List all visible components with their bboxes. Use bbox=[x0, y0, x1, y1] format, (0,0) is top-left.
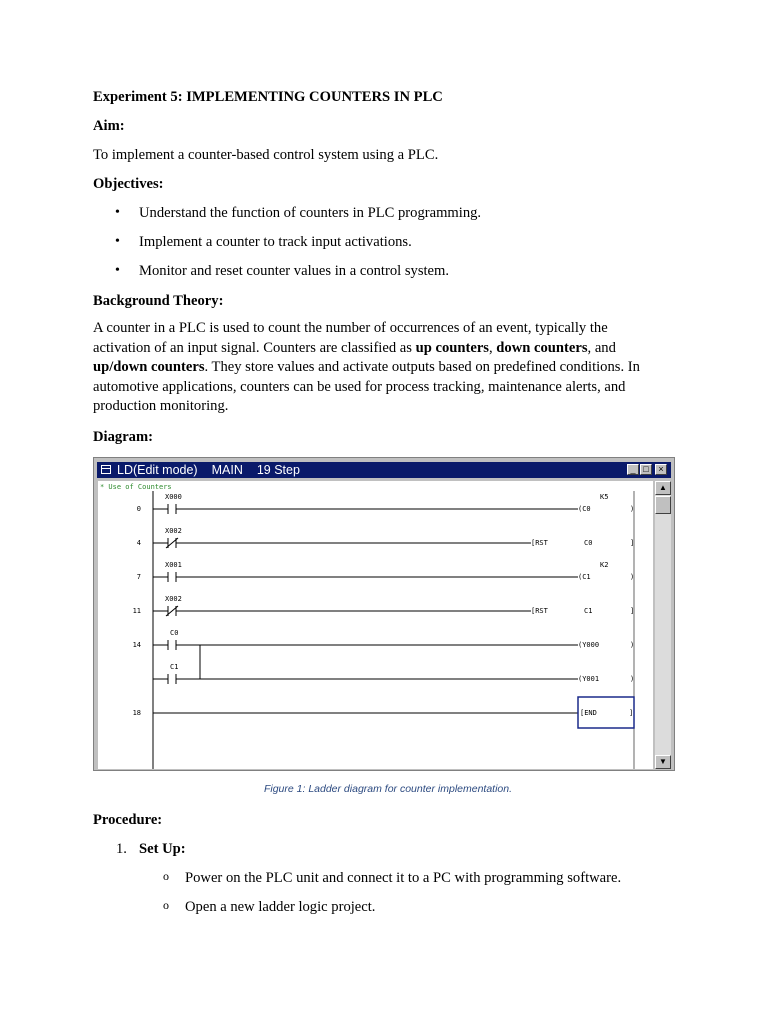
contact-label: X001 bbox=[165, 561, 182, 569]
objective-item: Monitor and reset counter values in a control system. bbox=[139, 263, 450, 279]
diagram-heading: Diagram: bbox=[93, 429, 153, 445]
term-down-counters: down counters bbox=[496, 339, 588, 356]
instruction-label: [RST bbox=[531, 539, 548, 547]
instruction-label: [RST bbox=[531, 607, 548, 615]
procedure-substep: Power on the PLC unit and connect it to a PC with programming software. bbox=[185, 870, 622, 886]
coil-end: ) bbox=[630, 641, 635, 649]
coil-label: (C1 bbox=[578, 573, 591, 581]
background-heading: Background Theory: bbox=[93, 293, 224, 309]
step-number: 11 bbox=[132, 607, 141, 615]
procedure-number: 1. bbox=[116, 841, 127, 857]
coil-label: (Y000 bbox=[578, 641, 600, 649]
objective-item: Understand the function of counters in PLC programming. bbox=[139, 205, 482, 221]
close-icon[interactable]: × bbox=[655, 464, 667, 475]
end-instruction: [END bbox=[580, 709, 597, 717]
bullet-icon: • bbox=[115, 263, 120, 278]
minimize-icon[interactable]: _ bbox=[627, 464, 639, 475]
figure-caption: Figure 1: Ladder diagram for counter implementation. bbox=[263, 783, 513, 795]
step-number: 18 bbox=[132, 709, 141, 717]
vertical-scrollbar[interactable] bbox=[655, 481, 671, 769]
background-line: A counter in a PLC is used to count the number of occurrences of an event, typically the bbox=[93, 320, 608, 336]
contact-label: C0 bbox=[170, 629, 179, 637]
procedure-substep: Open a new ladder logic project. bbox=[185, 899, 376, 915]
contact-label: X002 bbox=[165, 527, 182, 535]
background-line: production monitoring. bbox=[93, 398, 229, 415]
background-line: up/down counters. They store values and activate outputs based on predefined conditions. In bbox=[93, 359, 640, 376]
step-number: 4 bbox=[136, 539, 141, 547]
procedure-step-title: Set Up: bbox=[139, 841, 186, 857]
step-number: 0 bbox=[136, 505, 141, 513]
contact-label: X002 bbox=[165, 595, 182, 603]
ladder-comment: * Use of Counters bbox=[100, 483, 172, 491]
operand-label: C0 bbox=[584, 539, 593, 547]
background-line: automotive applications, counters can be used for process tracking, maintenance alerts, and bbox=[93, 378, 626, 395]
preset-label: K5 bbox=[600, 493, 609, 501]
aim-heading: Aim: bbox=[93, 118, 125, 134]
aim-text: To implement a counter-based control system using a PLC. bbox=[93, 147, 439, 163]
scroll-up-icon[interactable]: ▲ bbox=[655, 481, 671, 495]
contact-label: X000 bbox=[165, 493, 182, 501]
coil-end: ) bbox=[630, 573, 635, 581]
instruction-end: ] bbox=[630, 539, 635, 547]
term-up-counters: up counters bbox=[415, 339, 489, 356]
end-bracket: ] bbox=[629, 709, 634, 717]
preset-label: K2 bbox=[600, 561, 609, 569]
maximize-icon[interactable]: □ bbox=[640, 464, 652, 475]
step-number: 14 bbox=[132, 641, 141, 649]
window-title: LD(Edit mode) MAIN 19 Step bbox=[117, 463, 300, 477]
bullet-icon: • bbox=[115, 205, 120, 220]
coil-label: (Y001 bbox=[578, 675, 600, 683]
coil-end: ) bbox=[630, 505, 635, 513]
procedure-heading: Procedure: bbox=[93, 812, 163, 828]
bullet-icon: • bbox=[115, 234, 120, 249]
coil-label: (C0 bbox=[578, 505, 591, 513]
background-line: activation of an input signal. Counters are classified as up counters, down counters, and bbox=[93, 339, 616, 356]
background-paragraph bbox=[93, 319, 678, 417]
window-titlebar[interactable] bbox=[97, 462, 671, 478]
instruction-end: ] bbox=[630, 607, 635, 615]
ladder-editor-window bbox=[93, 457, 675, 771]
sub-bullet-icon: o bbox=[163, 869, 169, 883]
contact-label: C1 bbox=[170, 663, 179, 671]
coil-end: ) bbox=[630, 675, 635, 683]
window-icon bbox=[101, 465, 111, 474]
objective-item: Implement a counter to track input activations. bbox=[139, 234, 412, 250]
scroll-down-icon[interactable]: ▼ bbox=[655, 755, 671, 769]
term-updown-counters: up/down counters bbox=[93, 359, 205, 376]
experiment-title: Experiment 5: IMPLEMENTING COUNTERS IN PLC bbox=[93, 89, 443, 105]
sub-bullet-icon: o bbox=[163, 898, 169, 912]
ladder-canvas[interactable] bbox=[98, 481, 653, 769]
scroll-thumb[interactable] bbox=[655, 496, 671, 514]
objectives-heading: Objectives: bbox=[93, 176, 164, 192]
operand-label: C1 bbox=[584, 607, 593, 615]
step-number: 7 bbox=[136, 573, 141, 581]
